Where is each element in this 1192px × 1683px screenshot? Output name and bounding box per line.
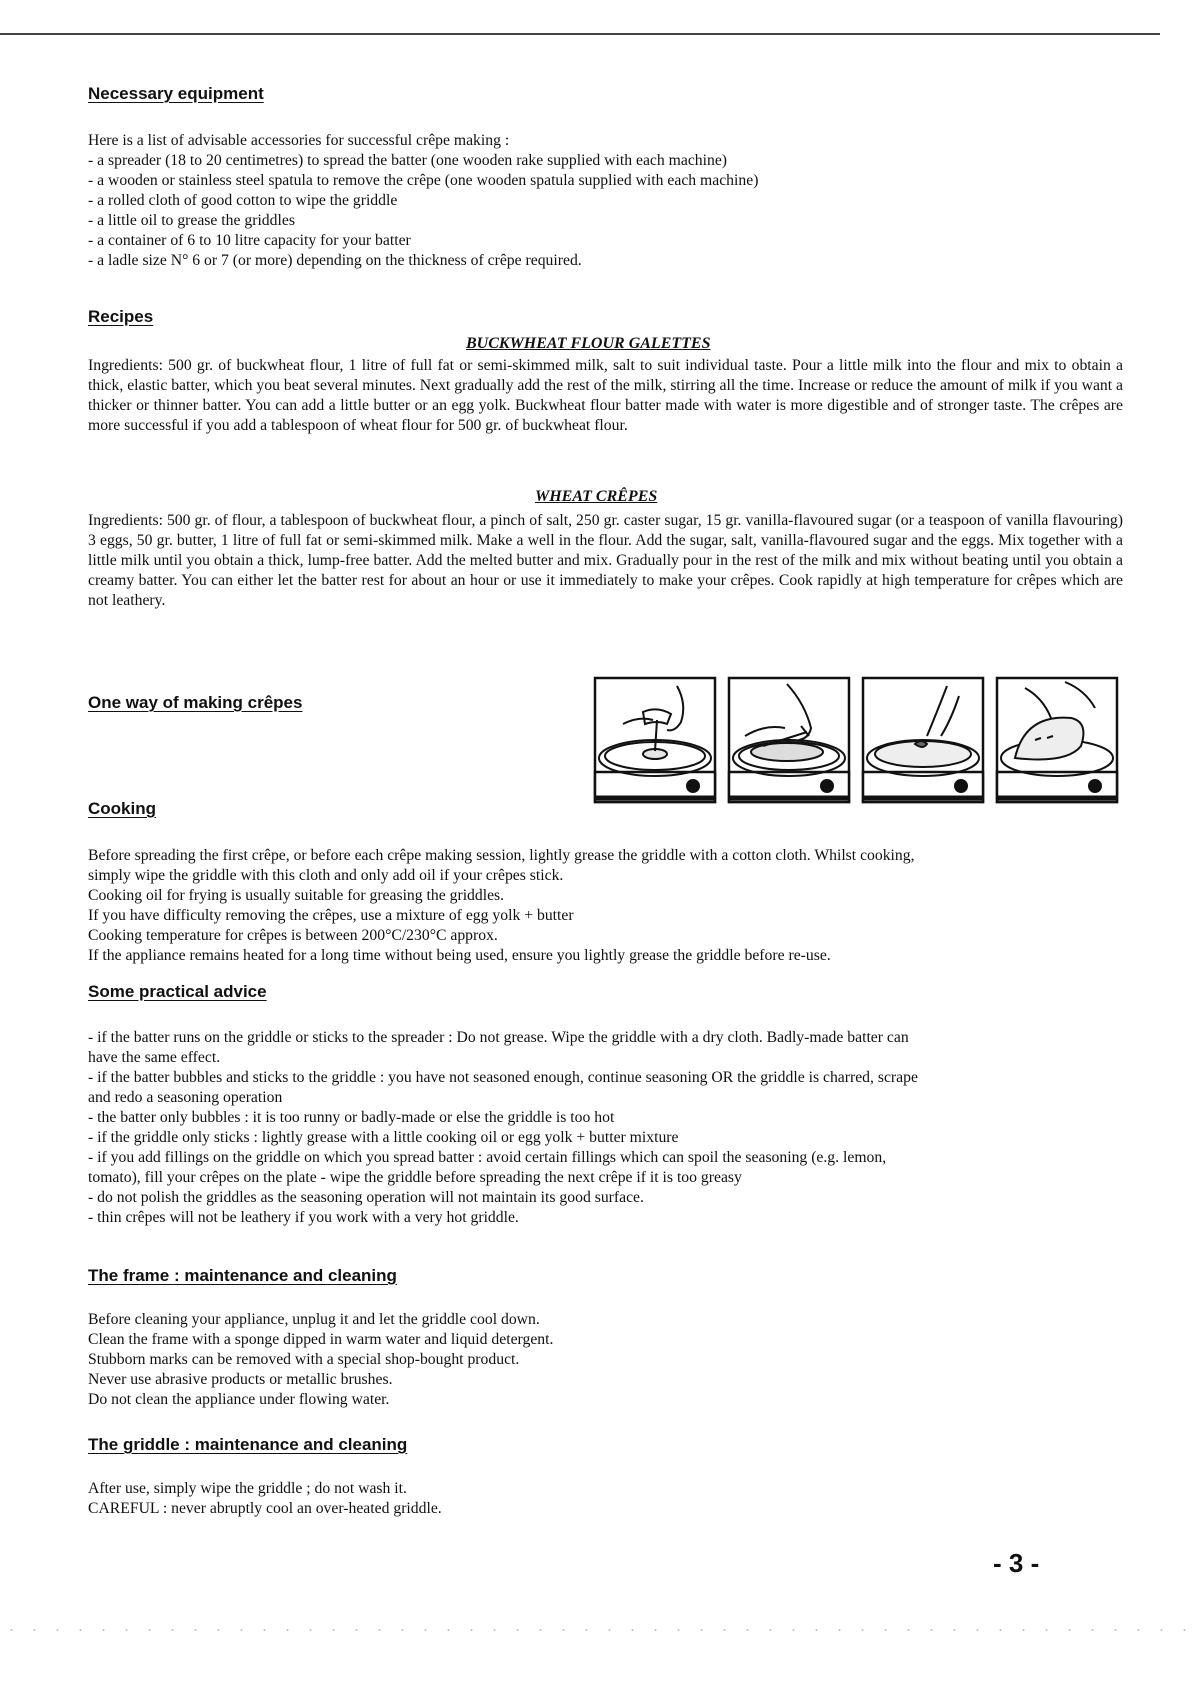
frame-cleaning-text — [88, 1310, 1123, 1410]
griddle-line: After use, simply wipe the griddle ; do not wash it. — [88, 1480, 407, 1497]
cooking-line: Cooking oil for frying is usually suitable for greasing the griddles. — [88, 887, 505, 904]
equipment-item: - a container of 6 to 10 litre capacity for your batter — [88, 232, 411, 249]
frame-line: Before cleaning your appliance, unplug it and let the griddle cool down. — [88, 1311, 540, 1328]
top-rule — [0, 33, 1160, 35]
one-way-heading: One way of making crêpes — [88, 693, 303, 712]
advice-heading: Some practical advice — [88, 982, 267, 1001]
equipment-item: - a wooden or stainless steel spatula to remove the crêpe (one wooden spatula supplied with each machine) — [88, 172, 759, 189]
galettes-title: BUCKWHEAT FLOUR GALETTES — [466, 335, 711, 352]
cooking-heading: Cooking — [88, 799, 156, 818]
equipment-item: - a spreader (18 to 20 centimetres) to spread the batter (one wooden rake supplied with each machine) — [88, 152, 728, 169]
step-fold-crepe-figure — [995, 676, 1119, 804]
wheat-crepes-text: Ingredients: 500 gr. of flour, a tablespoon of buckwheat flour, a pinch of salt, 250 gr. caster sugar, 15 gr. vanilla-flavoured sugar (or a teaspoon of vanilla flavouring) 3 eggs, 50 gr. butter, 1 litre of full fat or semi-skimmed milk. Make a well in the flour. Add the sugar, salt, vanilla-flavoured sugar and the eggs. Mix together with a little milk until you obtain a thick, lump-free batter. Add the melted butter and mix. Gradually pour in the rest of the milk and mix without beating until you obtain a creamy batter. You can either let the batter rest for about an hour or use it immediately to make your crêpes. Cook rapidly at high temperature for crêpes which are not leathery. — [88, 512, 1123, 609]
cooking-line: Cooking temperature for crêpes is between 200°C/230°C approx. — [88, 927, 498, 944]
cooking-line: Before spreading the first crêpe, or before each crêpe making session, lightly grease the griddle with a cotton cloth. Whilst cooking, — [88, 847, 915, 864]
advice-line: - if the batter bubbles and sticks to the griddle : you have not seasoned enough, continue seasoning OR the griddle is charred, scrape — [88, 1069, 918, 1086]
frame-line: Do not clean the appliance under flowing water. — [88, 1391, 390, 1408]
equipment-intro: Here is a list of advisable accessories for successful crêpe making : — [88, 132, 510, 149]
equipment-item: - a rolled cloth of good cotton to wipe the griddle — [88, 192, 398, 209]
advice-line: - if you add fillings on the griddle on which you spread batter : avoid certain fillings which can spoil the seasoning (e.g. lemon, — [88, 1149, 887, 1166]
equipment-list — [88, 131, 1123, 271]
griddle-cleaning-text — [88, 1479, 1123, 1519]
recipes-heading: Recipes — [88, 307, 154, 326]
step-turn-crepe-figure — [861, 676, 985, 804]
advice-text — [88, 1028, 1123, 1228]
frame-line: Never use abrasive products or metallic brushes. — [88, 1371, 393, 1388]
advice-line: - do not polish the griddles as the seasoning operation will not maintain its good surface. — [88, 1189, 644, 1206]
step-pour-batter-figure — [593, 676, 717, 804]
equipment-item: - a ladle size N° 6 or 7 (or more) depending on the thickness of crêpe required. — [88, 252, 582, 269]
advice-line: - if the griddle only sticks : lightly grease with a little cooking oil or egg yolk + butter mixture — [88, 1129, 679, 1146]
frame-line: Clean the frame with a sponge dipped in warm water and liquid detergent. — [88, 1331, 554, 1348]
crepe-steps-illustrations — [593, 676, 1121, 806]
galettes-text: Ingredients: 500 gr. of buckwheat flour, 1 litre of full fat or semi-skimmed milk, salt to suit individual taste. Pour a little milk into the flour and mix to obtain a thick, elastic batter, which you beat several minutes. Next gradually add the rest of the milk, stirring all the time. Increase or reduce the amount of milk if you want a thicker or thinner batter. You can add a little butter or an egg yolk. Buckwheat flour batter made with water is more digestible and of stronger taste. The crêpes are more successful if you add a tablespoon of wheat flour for 500 gr. of buckwheat flour. — [88, 357, 1123, 434]
advice-line: and redo a seasoning operation — [88, 1089, 283, 1106]
advice-line: tomato), fill your crêpes on the plate - wipe the griddle before spreading the next crêpe if it is too greasy — [88, 1169, 742, 1186]
advice-line: - if the batter runs on the griddle or sticks to the spreader : Do not grease. Wipe the griddle with a dry cloth. Badly-made batter can — [88, 1029, 909, 1046]
cooking-text — [88, 846, 1123, 966]
equipment-heading: Necessary equipment — [88, 84, 264, 103]
advice-line: - the batter only bubbles : it is too runny or badly-made or else the griddle is too hot — [88, 1109, 615, 1126]
griddle-line: CAREFUL : never abruptly cool an over-heated griddle. — [88, 1500, 442, 1517]
wheat-crepes-title: WHEAT CRÊPES — [535, 488, 658, 505]
cooking-line: If the appliance remains heated for a long time without being used, ensure you lightly grease the griddle before re-use. — [88, 947, 831, 964]
cooking-line: If you have difficulty removing the crêpes, use a mixture of egg yolk + butter — [88, 907, 574, 924]
page-number: - 3 - — [993, 1548, 1040, 1578]
step-spread-batter-figure — [727, 676, 851, 804]
griddle-cleaning-heading: The griddle : maintenance and cleaning — [88, 1435, 408, 1454]
frame-line: Stubborn marks can be removed with a special shop-bought product. — [88, 1351, 520, 1368]
equipment-item: - a little oil to grease the griddles — [88, 212, 295, 229]
cooking-line: simply wipe the griddle with this cloth and only add oil if your crêpes stick. — [88, 867, 564, 884]
advice-line: have the same effect. — [88, 1049, 221, 1066]
scan-speckle — [0, 1625, 1192, 1635]
advice-line: - thin crêpes will not be leathery if you work with a very hot griddle. — [88, 1209, 519, 1226]
frame-cleaning-heading: The frame : maintenance and cleaning — [88, 1266, 397, 1285]
